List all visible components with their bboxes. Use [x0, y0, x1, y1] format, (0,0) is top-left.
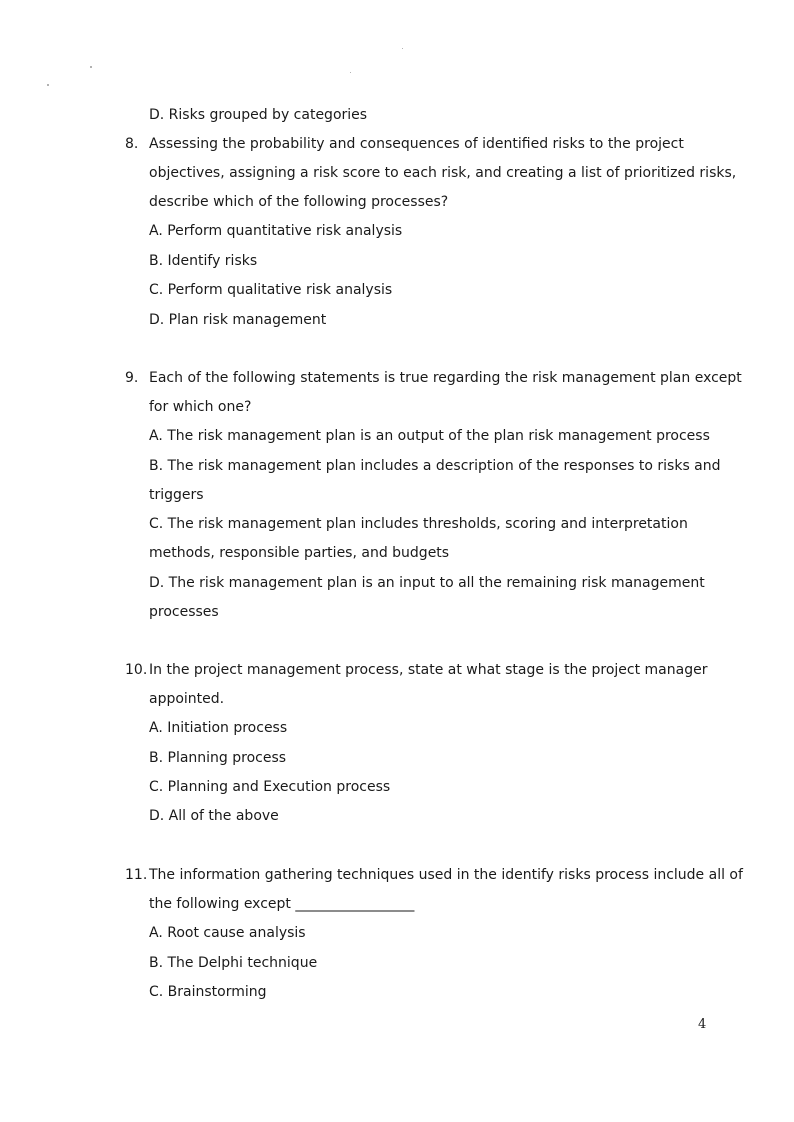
scan-speck: [90, 66, 92, 68]
answer-option: A. Root cause analysis: [149, 925, 306, 941]
answer-option: C. The risk management plan includes thresholds, scoring and interpretation: [149, 516, 688, 532]
continued-option: D. Risks grouped by categories: [149, 107, 368, 123]
question-number: 11.: [125, 867, 148, 883]
question-stem-line: objectives, assigning a risk score to each risk, and creating a list of prioritized risks,: [149, 165, 737, 181]
answer-option: B. The risk management plan includes a description of the responses to risks and: [149, 458, 721, 474]
question-stem-line: describe which of the following processes?: [149, 194, 449, 210]
answer-option-continuation: processes: [149, 604, 219, 620]
answer-option: C. Perform qualitative risk analysis: [149, 282, 393, 298]
answer-option: A. Initiation process: [149, 720, 288, 736]
question-stem-line: Each of the following statements is true regarding the risk management plan except: [149, 370, 742, 386]
answer-option-continuation: methods, responsible parties, and budgets: [149, 545, 450, 561]
answer-option: B. The Delphi technique: [149, 955, 318, 971]
question-stem-line: Assessing the probability and consequences of identified risks to the project: [149, 136, 684, 152]
answer-option: B. Planning process: [149, 750, 287, 766]
scan-speck: [402, 48, 403, 49]
question-number: 10.: [125, 662, 148, 678]
question-stem-line: for which one?: [149, 399, 252, 415]
question-number: 9.: [125, 370, 139, 386]
answer-option: C. Planning and Execution process: [149, 779, 391, 795]
question-stem-line: appointed.: [149, 691, 225, 707]
answer-option-continuation: triggers: [149, 487, 204, 503]
question-stem-line: In the project management process, state at what stage is the project manager: [149, 662, 708, 678]
question-stem-line: The information gathering techniques used in the identify risks process include all of: [149, 867, 743, 883]
question-stem-line: the following except _________________: [149, 896, 415, 912]
question-number: 8.: [125, 136, 139, 152]
scan-speck: [350, 72, 351, 73]
answer-option: A. Perform quantitative risk analysis: [149, 223, 403, 239]
answer-option: D. The risk management plan is an input to all the remaining risk management: [149, 575, 705, 591]
answer-option: A. The risk management plan is an output of the plan risk management process: [149, 428, 710, 444]
scan-speck: [47, 84, 49, 86]
answer-option: D. All of the above: [149, 808, 279, 824]
page-number: 4: [698, 1017, 707, 1032]
answer-option: C. Brainstorming: [149, 984, 267, 1000]
answer-option: D. Plan risk management: [149, 312, 327, 328]
answer-option: B. Identify risks: [149, 253, 258, 269]
